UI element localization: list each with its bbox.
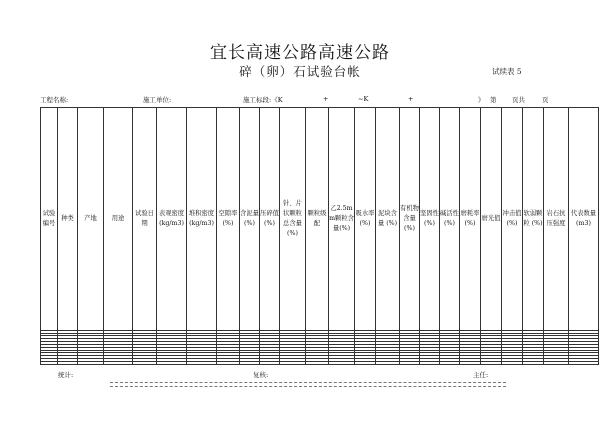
- table-cell: [240, 362, 260, 365]
- column-header: 泥块含量 (%): [376, 108, 400, 331]
- column-header: 试验编号: [41, 108, 58, 331]
- table-cell: [376, 362, 400, 365]
- table-cell: [569, 362, 599, 365]
- column-header: 产地: [78, 108, 104, 331]
- column-header: 坚固性 (%): [420, 108, 440, 331]
- column-header: 针、片状颗粒总含量 (%): [280, 108, 306, 331]
- construction-unit-label: 施工单位:: [143, 96, 172, 104]
- section-k2: ~K: [358, 95, 369, 103]
- table-cell: [523, 362, 544, 365]
- column-header: 岩石抗压强度: [544, 108, 569, 331]
- column-header: 代表数量 (m3): [569, 108, 599, 331]
- table-cell: [260, 362, 280, 365]
- section-label: 施工标段:《K: [243, 96, 283, 104]
- column-header: 颗粒级配: [306, 108, 329, 331]
- section-plus-2: +: [408, 95, 414, 103]
- column-header: 磨光值: [481, 108, 502, 331]
- table-cell: [502, 362, 523, 365]
- section-close: 》: [478, 96, 485, 104]
- table-cell: [420, 362, 440, 365]
- column-header: 含泥量 (%): [240, 108, 260, 331]
- column-header: 磨耗率 (%): [460, 108, 481, 331]
- column-header: 碱活性 (%): [440, 108, 460, 331]
- column-header: 冲击值 (%): [502, 108, 523, 331]
- table-cell: [440, 362, 460, 365]
- table-cell: [133, 362, 157, 365]
- table-cell: [217, 362, 240, 365]
- page-end-label: 页: [542, 96, 549, 104]
- table-cell: [400, 362, 420, 365]
- column-header: 乙2.5mm颗粒含量(%): [329, 108, 355, 331]
- table-cell: [78, 362, 104, 365]
- column-header: 吸水率 (%): [355, 108, 376, 331]
- bottom-dashed-rule: [110, 382, 506, 387]
- table-cell: [355, 362, 376, 365]
- column-header: 软弱颗粒 (%): [523, 108, 544, 331]
- column-header: 试验日期: [133, 108, 157, 331]
- column-header: 堆积密度 (kg/m3): [187, 108, 217, 331]
- page-total-label: 页共: [512, 96, 525, 104]
- form-number: 试续表 5: [492, 67, 522, 76]
- column-header: 种类: [58, 108, 78, 331]
- column-header: 表观密度 (kg/m3): [157, 108, 187, 331]
- table-cell: [544, 362, 569, 365]
- table-cell: [460, 362, 481, 365]
- page-no-label: 第: [490, 96, 497, 104]
- footer-stats-label: 统计:: [58, 371, 74, 379]
- test-ledger-table: [40, 107, 599, 365]
- table-cell: [104, 362, 133, 365]
- table-cell: [187, 362, 217, 365]
- table-cell: [481, 362, 502, 365]
- table-cell: [41, 362, 58, 365]
- table-cell: [157, 362, 187, 365]
- table-row: [41, 362, 599, 365]
- column-header: 压碎值 (%): [260, 108, 280, 331]
- project-name-label: 工程名称:: [40, 96, 69, 104]
- column-header: 空隙率 (%): [217, 108, 240, 331]
- table-cell: [280, 362, 306, 365]
- footer-review-label: 复核:: [253, 371, 269, 379]
- column-header: 用途: [104, 108, 133, 331]
- table-cell: [58, 362, 78, 365]
- table-cell: [306, 362, 329, 365]
- column-header: 有机物含量 (%): [400, 108, 420, 331]
- section-plus-1: +: [323, 95, 329, 103]
- footer-supervisor-label: 主任:: [473, 371, 489, 379]
- header-row: [41, 108, 599, 331]
- document-title: 宜长高速公路高速公路: [210, 43, 390, 63]
- table-cell: [329, 362, 355, 365]
- document-subtitle: 碎（卵）石试验台帐: [239, 64, 361, 79]
